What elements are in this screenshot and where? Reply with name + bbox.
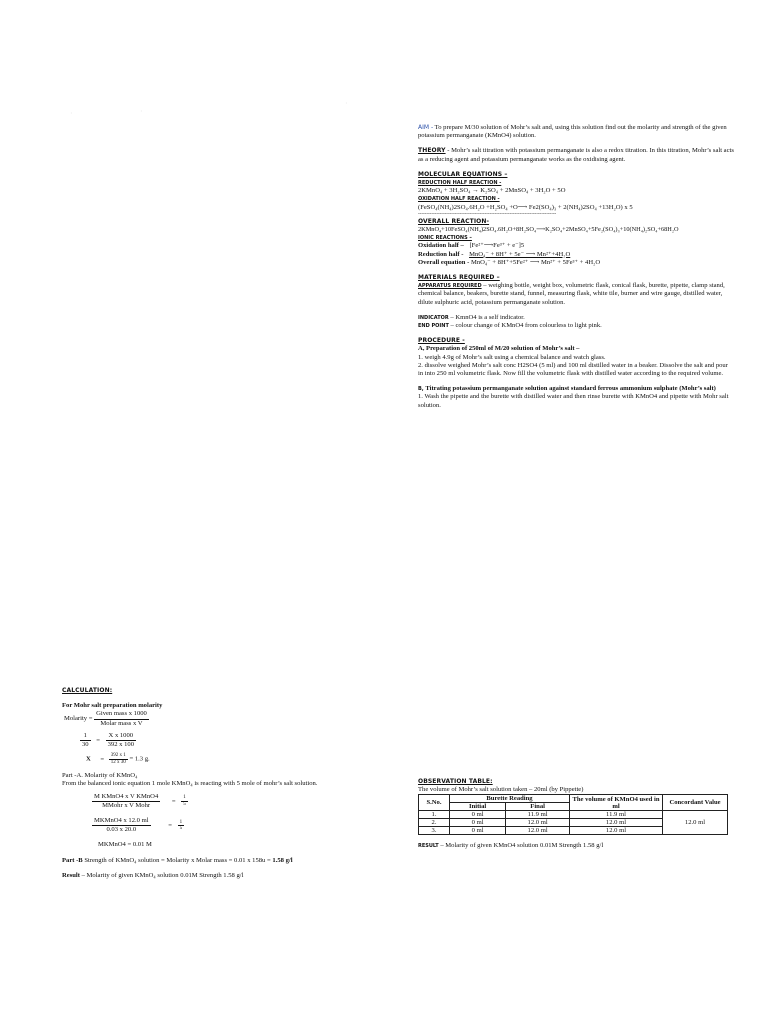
fraction-denominator: 0.03 x 20.0 <box>106 826 137 834</box>
fraction-denominator: 5 <box>179 826 183 832</box>
fraction-numerator: 392 x 1 <box>110 753 126 759</box>
endpoint-text: – colour change of KMnO4 from colourless to light pink. <box>450 322 602 330</box>
theory-paragraph <box>418 147 734 163</box>
cell-initial: 0 ml <box>450 819 506 827</box>
procedure-a-title: A, Preparation of 250ml of M/20 solution of Mohr’s salt – <box>418 345 580 353</box>
calculation-heading: CALCULATION: <box>62 687 113 694</box>
x-fraction <box>109 753 128 765</box>
cell-volume: 12.0 ml <box>570 819 663 827</box>
endpoint-row <box>418 322 734 330</box>
final-result-text: – Molarity of given KMnO₄ solution 0.01M Strength 1.58 g/l <box>81 871 244 879</box>
col-final: Final <box>506 803 570 811</box>
fraction-numerator: 1 <box>183 795 186 801</box>
col-initial: Initial <box>450 803 506 811</box>
molarity-numerator: Given mass x 1000 <box>94 710 149 719</box>
fraction-numerator: M KMnO4 x V KMnO4 <box>92 793 160 802</box>
aim-text: To prepare M/30 solution of Mohr’s salt and, using this solution find out the molarity and strength of the given potassium permanganate (KMnO4) solution. <box>418 124 727 140</box>
fraction-denominator: 5 <box>183 801 186 807</box>
ionic-reduction-label: Reduction half - <box>418 250 464 258</box>
table-row <box>419 811 728 819</box>
molarity-fraction <box>94 710 149 727</box>
molarity-denominator: Molar mass x V <box>100 719 143 727</box>
oxidation-half-heading: OXIDATION HALF REACTION - <box>418 196 500 203</box>
cell-final: 11.9 ml <box>506 811 570 819</box>
ionic-oxidation-label: Oxidation half – <box>418 242 464 250</box>
right-column <box>418 124 734 410</box>
dash-divider: ----------------------------------------------------------------------------------- <box>418 211 557 217</box>
mohr-molarity-title: For Mohr salt preparation molarity <box>62 702 163 710</box>
cell-initial: 0 ml <box>450 827 506 835</box>
equals-sign: = <box>96 737 100 745</box>
fraction-numerator: 1 <box>179 819 183 825</box>
cell-volume: 11.9 ml <box>570 811 663 819</box>
fraction-x-over-mass <box>106 732 136 749</box>
ionic-overall-row <box>418 259 734 267</box>
apparatus-label: APPARATUS REQUIRED <box>418 283 482 290</box>
ionic-reduction-equation: MnO₄⁻ + 8H⁺ + 5e⁻ ⟶ Mn²⁺+4H₂O <box>469 250 571 258</box>
fraction-one-thirtieth <box>80 732 91 749</box>
endpoint-label: END POINT <box>418 323 449 330</box>
procedure-b-title: Titrating potassium permanganate solution against standard ferrous ammonium sulphate (Mohr’s salt) <box>425 385 716 393</box>
final-result-label: Result <box>62 871 80 879</box>
part-b-label: Part -B <box>62 856 83 864</box>
reduction-half-equation: 2KMnO₄ + 3H₂SO₄ → K₂SO₄ + 2MnSO₄ + 3H₂O + 5O <box>418 187 566 195</box>
cell-sno: 1. <box>419 811 450 819</box>
part-b-row <box>62 857 392 865</box>
overall-reaction-equation: 2KMnO₄+10FeSO₄(NH₄)2SO₄.6H₂O+8H₂SO₄⟶K₂SO₄+2MnSO₄+5Fe₂(SO₄)₃+10(NH₄)₂SO₄+68H₂O <box>418 226 679 234</box>
calc-equation <box>62 817 392 834</box>
col-volume: The volume of KMnO4 used in ml <box>570 795 663 811</box>
ratio-fraction <box>92 793 160 810</box>
ionic-overall-label: Overall equation - <box>418 258 470 266</box>
cell-final: 12.0 ml <box>506 827 570 835</box>
bleed-mark: · <box>140 107 143 116</box>
final-result-row <box>62 872 392 880</box>
procedure-b-prefix: B, <box>418 386 424 393</box>
fraction-numerator: 1 <box>80 732 91 741</box>
fraction-denominator: 12 x 30 <box>110 759 126 765</box>
calc-fraction <box>92 817 151 834</box>
aim-paragraph <box>418 124 734 140</box>
materials-heading: MATERIALS REQUIRED – <box>418 274 500 282</box>
overall-reaction-heading: OVERALL REACTION- <box>418 217 490 225</box>
equals-sign: = <box>168 822 172 830</box>
molarity-label: Molarity = <box>64 715 93 723</box>
procedure-b-step-1: 1. Wash the pipette and the burette with distilled water and then rinse burette with KMnO4 and pipette with Mohr salt solution. <box>418 393 729 409</box>
indicator-row <box>418 314 734 322</box>
fraction-denominator: 392 x 100 <box>107 741 134 749</box>
cell-sno: 3. <box>419 827 450 835</box>
calculation-section <box>62 687 392 880</box>
molecular-equations-heading: MOLECULAR EQUATIONS – <box>418 170 508 178</box>
cell-volume: 12.0 ml <box>570 827 663 835</box>
observation-section <box>418 778 734 851</box>
ionic-overall-equation: MnO₄⁻ + 8H⁺+5Fe²⁺ ⟶ Mn²⁺ + 5Fe³⁺ + 4H₂O <box>470 258 601 266</box>
cell-sno: 2. <box>419 819 450 827</box>
indicator-text: – KmnO4 is a self indicator. <box>450 313 525 321</box>
part-b-value: 1.58 g/l <box>272 856 293 864</box>
ionic-reduction-row <box>418 251 734 259</box>
equals-sign: = <box>171 797 176 805</box>
equation-one <box>62 732 392 749</box>
procedure-a-step-2: 2. dissolve weighed Mohr’s salt conc H2SO4 (5 ml) and 100 ml distilled water in a beaker. Dissolve the salt and pour in into 250 ml volumetric flask. Now fill the volumetric flask with distilled water according to the required volume. <box>418 361 728 378</box>
fraction-numerator: MKMnO4 x 12.0 ml <box>92 817 151 826</box>
ionic-oxidation-row <box>418 242 734 250</box>
ratio-equation <box>62 793 392 810</box>
aim-label: AIM - <box>418 124 434 131</box>
cell-concordant: 12.0 ml <box>663 811 728 835</box>
fraction-denominator: MMohr x V Mohr <box>102 801 151 809</box>
procedure-heading: PROCEDURE - <box>418 337 465 345</box>
apparatus-paragraph <box>418 282 734 307</box>
observation-result-label: RESULT <box>418 843 439 850</box>
ionic-reactions-heading: IONIC REACTIONS – <box>418 235 472 242</box>
calc-rhs-fraction <box>178 820 185 832</box>
part-a-title: Part -A. Molarity of KMnO₄ <box>62 772 138 780</box>
x-result-equation <box>62 753 392 765</box>
molarity-result: MKMnO4 = 0.01 M <box>98 841 152 849</box>
observation-result-row <box>418 842 734 850</box>
theory-label: THEORY <box>418 147 446 155</box>
apparatus-text: – weighing bottle, weight box, volumetric flask, conical flask, burette, pipette, clamp stand, chemical balance, beakers, burette stand, funnel, measuring flask, white tile, burner and wire gauge, distilled water, dilute sulphuric acid, potassium permanganate solution. <box>418 282 725 306</box>
part-a-description: From the balanced ionic equation 1 mole KMnO₄ is reacting with 5 mole of mohr’s salt solution. <box>62 780 318 788</box>
cell-final: 12.0 ml <box>506 819 570 827</box>
x-result: = 1.3 g. <box>129 755 150 763</box>
col-sno: S.No. <box>419 795 450 811</box>
fraction-numerator: X x 1000 <box>106 732 136 741</box>
ratio-rhs-fraction <box>181 795 188 807</box>
bleed-mark: · <box>70 109 73 118</box>
oxidation-half-equation: (FeSO₄(NH₄)2SO₄.6H₂O +H₂SO₄ +O⟶ Fe2(SO₄)₃ + 2(NH₄)2SO₄ +13H₂O) x 5 <box>418 203 633 211</box>
col-burette-reading: Burette Reading <box>450 795 570 803</box>
fraction-denominator: 30 <box>82 741 89 749</box>
bleed-mark: · <box>345 99 348 108</box>
procedure-b-title-row <box>418 385 734 393</box>
cell-initial: 0 ml <box>450 811 506 819</box>
reduction-half-heading: REDUCTION HALF REACTION - <box>418 180 502 187</box>
procedure-a-step-1: 1. weigh 4.9g of Mohr’s salt using a chemical balance and watch glass. <box>418 353 606 361</box>
observation-result-text: – Molarity of given KMnO4 solution 0.01M Strength 1.58 g/l <box>440 842 604 850</box>
theory-text: - Mohr’s salt titration with potassium permanganate is also a redox titration. In this titration, Mohr’s salt acts as a reducing agent and potassium permanganate works as the oxidising agent. <box>418 147 734 163</box>
x-label: X <box>86 755 91 763</box>
part-b-text: Strength of KMnO₄ solution = Molarity x Molar mass = 0.01 x 158u = <box>84 856 271 864</box>
molarity-formula <box>62 710 392 727</box>
table-header-row <box>419 795 728 803</box>
equals-sign: = <box>100 755 105 763</box>
observation-note: The volume of Mohr’s salt solution taken – 20ml (by Pippette) <box>418 786 584 794</box>
observation-heading: OBSERVATION TABLE: <box>418 778 493 785</box>
observation-table <box>418 794 728 835</box>
indicator-label: INDICATOR <box>418 314 449 321</box>
col-concordant: Concordant Value <box>663 795 728 811</box>
ionic-oxidation-equation: [Fe²⁺⟶Fe³⁺ + e⁻]5 <box>469 242 525 250</box>
